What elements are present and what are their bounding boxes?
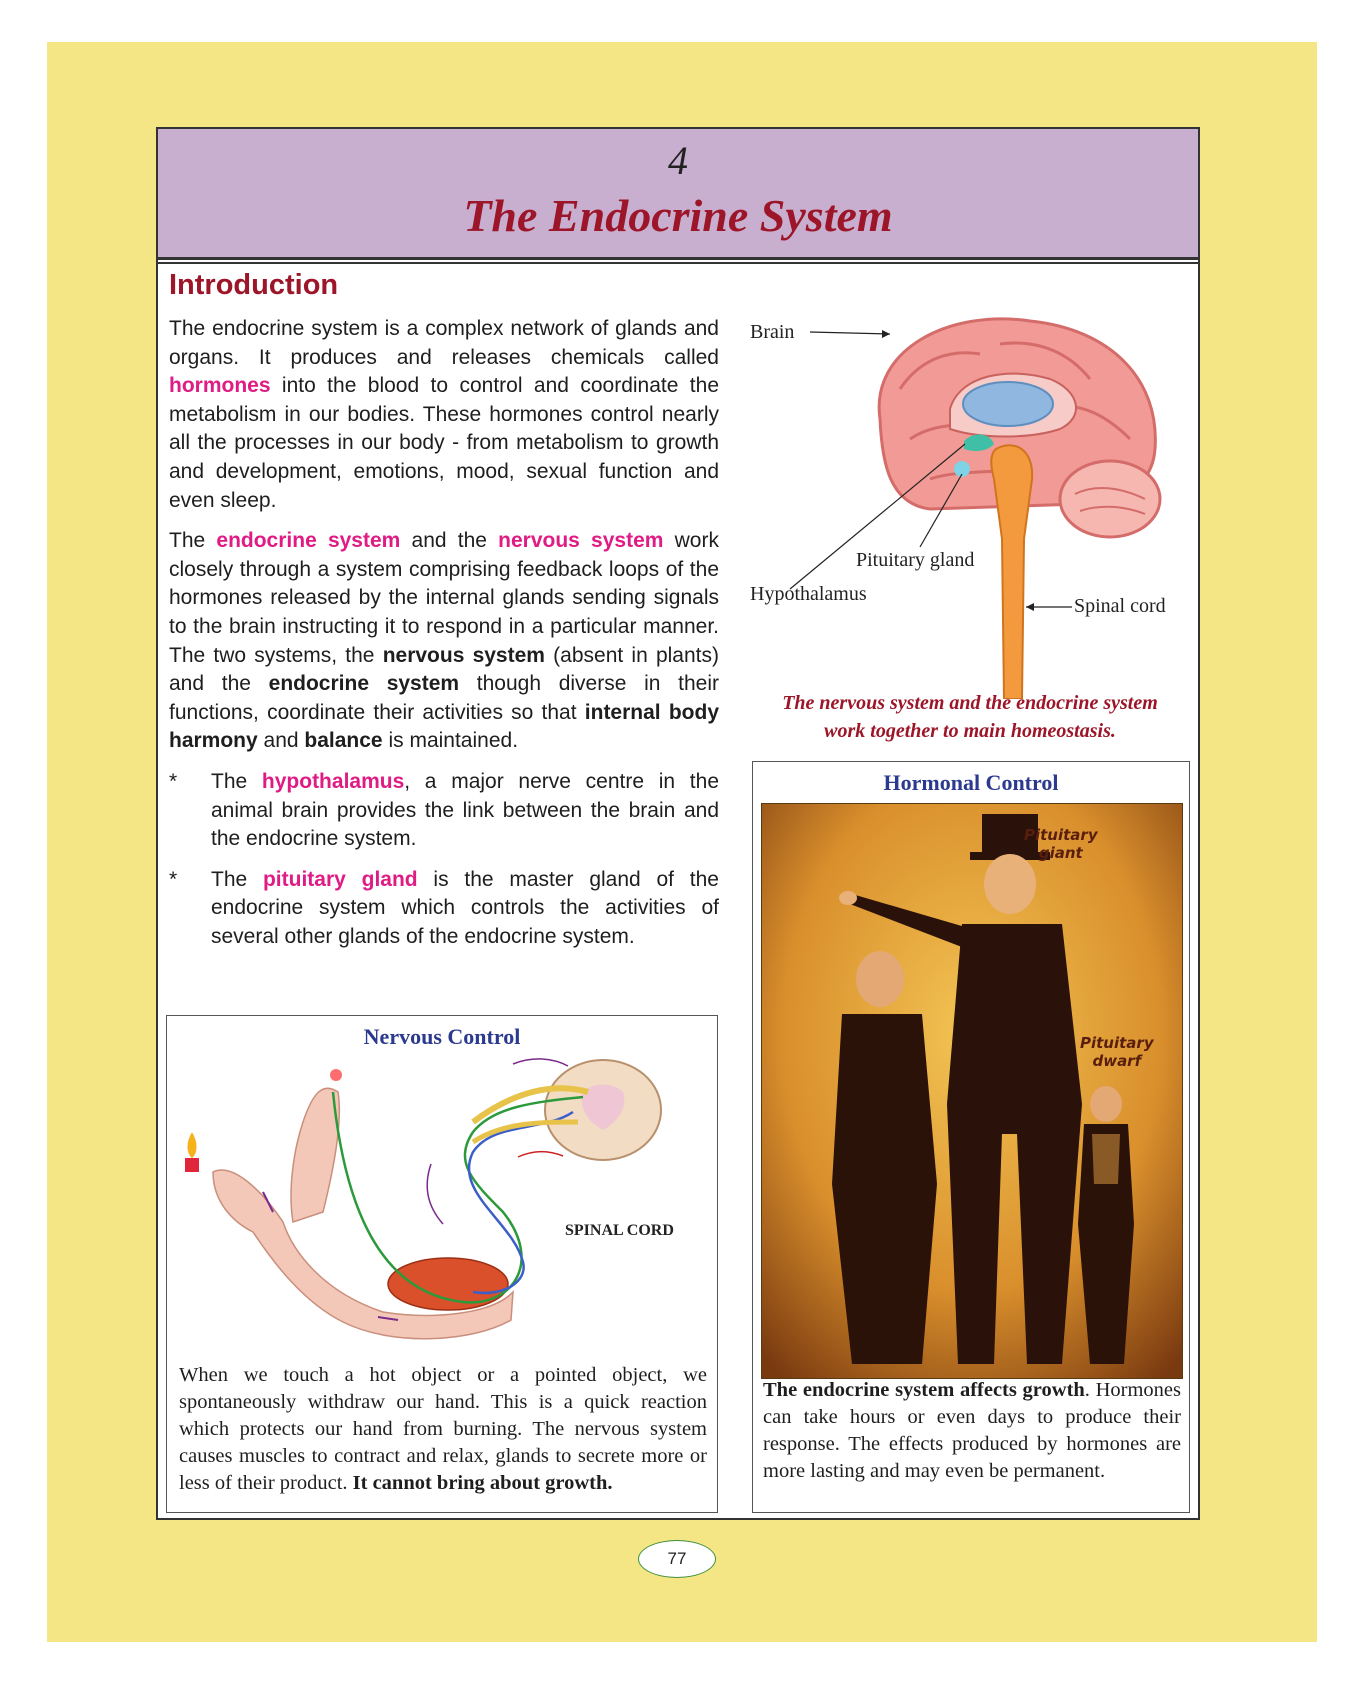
keyword-nervous-system: nervous system: [498, 529, 664, 553]
bold-term: nervous system: [382, 643, 545, 667]
keyword-hormones: hormones: [169, 374, 271, 398]
bold-statement: The endocrine system affects growth: [763, 1379, 1085, 1401]
text-span: is maintained.: [382, 729, 519, 753]
bullet-marker: *: [169, 769, 178, 793]
brain-figure-caption: [750, 689, 1190, 745]
label-pituitary-gland: Pituitary gland: [856, 549, 975, 571]
label-brain: Brain: [750, 321, 795, 343]
reflex-arc-illustration: [173, 1052, 713, 1372]
text-span: , a major nerve centre in the animal brain provides the link between the brain and the endocrine system.: [211, 769, 719, 851]
caption-line: work together to main homeostasis.: [824, 720, 1116, 742]
text-span: into the blood to control and coordinate the metabolism in our bodies. These hormones control nearly all the processes in our body - from metabolism to growth and development, emotions, mood, sexual function and even sleep.: [169, 374, 719, 512]
label-spinal-cord: Spinal cord: [1074, 595, 1166, 617]
bold-statement: It cannot bring about growth.: [352, 1472, 613, 1494]
label-pituitary-giant: [1024, 826, 1098, 862]
nervous-control-box: [166, 1015, 718, 1513]
header-divider: [158, 262, 1198, 264]
bullet-marker: *: [169, 867, 178, 891]
nervous-control-title: Nervous Control: [363, 1024, 521, 1049]
chapter-header: [158, 129, 1198, 260]
text-span: (absent in plants) and the: [169, 643, 719, 696]
label-line: Pituitary: [1080, 1034, 1154, 1052]
text-span: . Hormones can take hours or even days to produce their response. The effects produced by hormones are more lasting and may even be permanent.: [763, 1379, 1182, 1482]
text-span: and the: [400, 529, 499, 553]
chapter-title: The Endocrine System: [463, 190, 893, 241]
section-heading: Introduction: [169, 269, 339, 301]
sepia-photo-illustration: [762, 804, 1182, 1378]
text-span: though diverse in their functions, coordinate their activities so that: [169, 672, 719, 724]
keyword-pituitary-gland: pituitary gland: [262, 867, 418, 891]
text-span: The: [169, 529, 217, 553]
intro-text-column: [169, 315, 719, 963]
page-number: 77: [638, 1540, 716, 1578]
bullet-hypothalamus: [169, 768, 719, 854]
label-pituitary-dwarf: [1080, 1034, 1154, 1070]
keyword-hypothalamus: hypothalamus: [261, 769, 405, 793]
label-spinal-cord-diagram: SPINAL CORD: [565, 1222, 674, 1239]
text-span: work closely through a system comprising feedback loops of the hormones released by the internal glands sending signals to the brain instructing it to respond in a particular manner. The two systems, the: [169, 529, 719, 667]
label-line: dwarf: [1092, 1052, 1142, 1070]
bullet-pituitary: [169, 866, 719, 952]
text-span: The endocrine system is a complex network of glands and organs. It produces and releases chemicals called: [169, 317, 719, 369]
label-line: Pituitary: [1024, 826, 1098, 844]
nervous-control-text: [179, 1362, 707, 1497]
label-hypothalamus: Hypothalamus: [750, 583, 867, 605]
hormonal-control-title: Hormonal Control: [883, 770, 1059, 795]
text-span: When we touch a hot object or a pointed object, we spontaneously withdraw our hand. This is a quick reaction which protects our hand from burning. The nervous system causes muscles to contract and relax, glands to secrete more or less of their product.: [179, 1364, 707, 1494]
hormonal-control-text: [763, 1377, 1181, 1485]
bold-term: balance: [304, 729, 383, 753]
text-span: is the master gland of the endocrine system which controls the activities of several other glands of the endocrine system.: [211, 867, 719, 948]
content-frame: [156, 127, 1200, 1520]
text-span: The: [211, 867, 263, 891]
caption-line: The nervous system and the endocrine system: [782, 692, 1158, 714]
hormonal-control-box: [752, 761, 1190, 1513]
bold-term: internal body harmony: [169, 700, 719, 753]
text-span: The: [211, 769, 262, 793]
intro-paragraph-2: [169, 527, 719, 756]
bold-term: endocrine system: [268, 672, 460, 696]
keyword-endocrine-system: endocrine system: [216, 529, 401, 553]
brain-illustration: [750, 299, 1190, 699]
label-line: giant: [1038, 844, 1083, 862]
reflex-arc-figure: [173, 1052, 713, 1372]
intro-paragraph-1: [169, 315, 719, 515]
chapter-number: 4: [668, 138, 688, 183]
text-span: and: [257, 729, 305, 753]
giant-dwarf-photo: [761, 803, 1183, 1379]
brain-pointer: [810, 332, 890, 334]
